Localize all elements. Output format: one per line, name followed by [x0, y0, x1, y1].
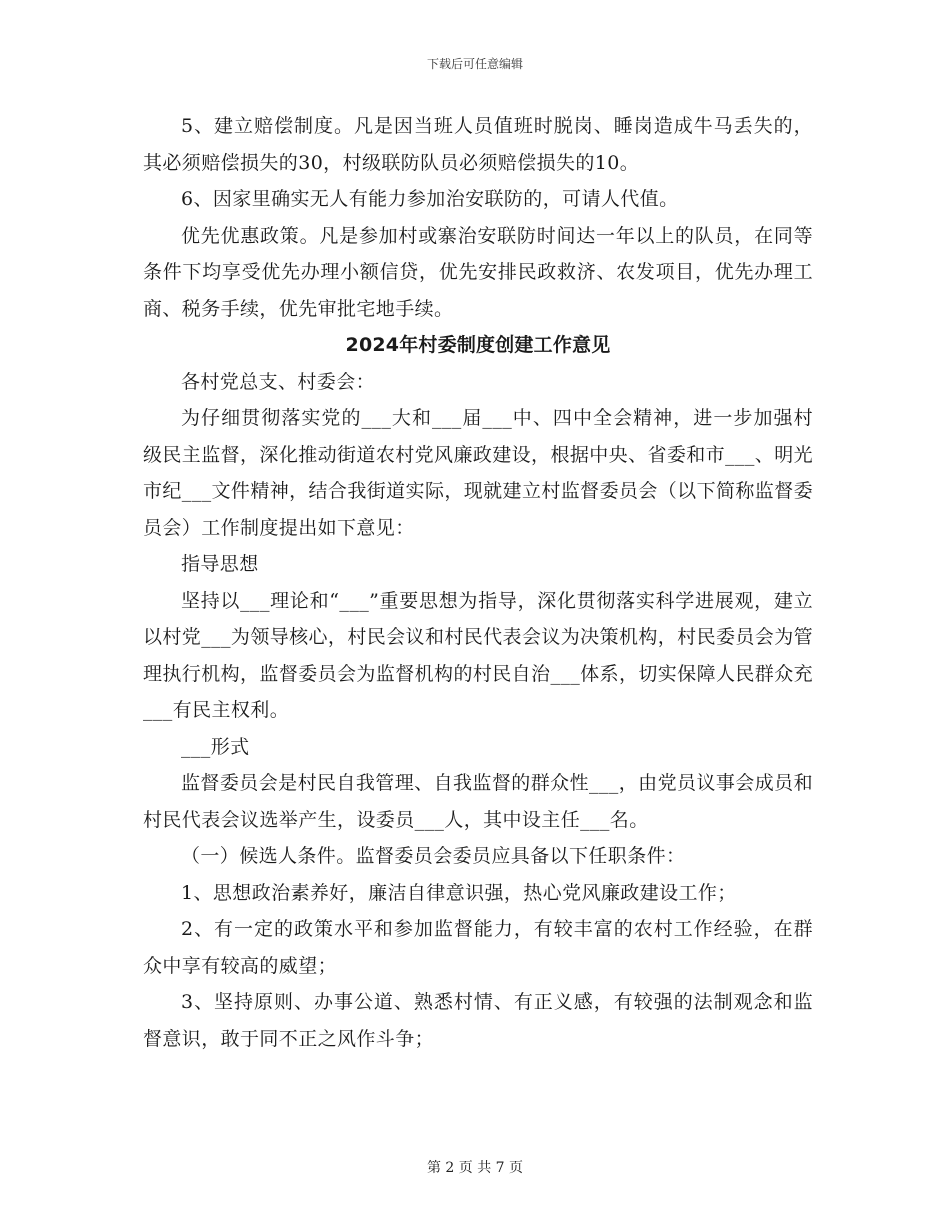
paragraph-substitute: 6、因家里确实无人有能力参加治安联防的，可请人代值。 [181, 188, 679, 210]
document-title: 2024年村委制度创建工作意见 [345, 334, 611, 356]
section-heading-form: ___形式 [181, 735, 250, 758]
list-item-condition-1: 1、思想政治素养好，廉洁自律意识强，热心党风廉政建设工作； [181, 881, 737, 904]
page-number: 第 2 页 共 7 页 [426, 1160, 524, 1176]
paragraph-candidate-conditions: （一）候选人条件。监督委员会委员应具备以下任职条件： [181, 845, 686, 867]
paragraph-intro: 为仔细贯彻落实党的___大和___届___中、四中全会精神，进一步加强村级民主监督，深化推动街道农村党风廉政建设，根据中央、省委和市___、明光市纪___文件精神，结合我街道实际，现就建立村监督委员会（以下简称监督委员会）工作制度提出如下意见： [143, 407, 813, 539]
paragraph-form: 监督委员会是村民自我管理、自我监督的群众性___，由党员议事会成员和村民代表会议选举产生，设委员___人，其中设主任___名。 [143, 772, 813, 831]
paragraph-salutation: 各村党总支、村委会： [181, 370, 376, 393]
header-note: 下载后可任意编辑 [426, 57, 523, 71]
list-item-condition-3: 3、坚持原则、办事公道、熟悉村情、有正义感，有较强的法制观念和监督意识，敢于同不正之风作斗争； [143, 991, 813, 1050]
paragraph-compensation: 5、建立赔偿制度。凡是因当班人员值班时脱岗、睡岗造成牛马丢失的，其必须赔偿损失的30，村级联防队员必须赔偿损失的10。 [143, 115, 813, 174]
paragraph-guiding-thought: 坚持以___理论和“___”重要思想为指导，深化贯彻落实科学进展观，建立以村党___为领导核心，村民会议和村民代表会议为决策机构，村民委员会为管理执行机构，监督委员会为监督机构的村民自治___体系，切实保障人民群众充___有民主权利。 [143, 589, 813, 721]
document-body [143, 108, 813, 1057]
list-item-condition-2: 2、有一定的政策水平和参加监督能力，有较丰富的农村工作经验，在群众中享有较高的威望； [143, 918, 813, 977]
section-heading-guiding-thought: 指导思想 [181, 553, 259, 575]
paragraph-preferential-policy: 优先优惠政策。凡是参加村或寨治安联防时间达一年以上的队员，在同等条件下均享受优先办理小额信贷，优先安排民政救济、农发项目，优先办理工商、税务手续，优先审批宅地手续。 [143, 224, 813, 320]
